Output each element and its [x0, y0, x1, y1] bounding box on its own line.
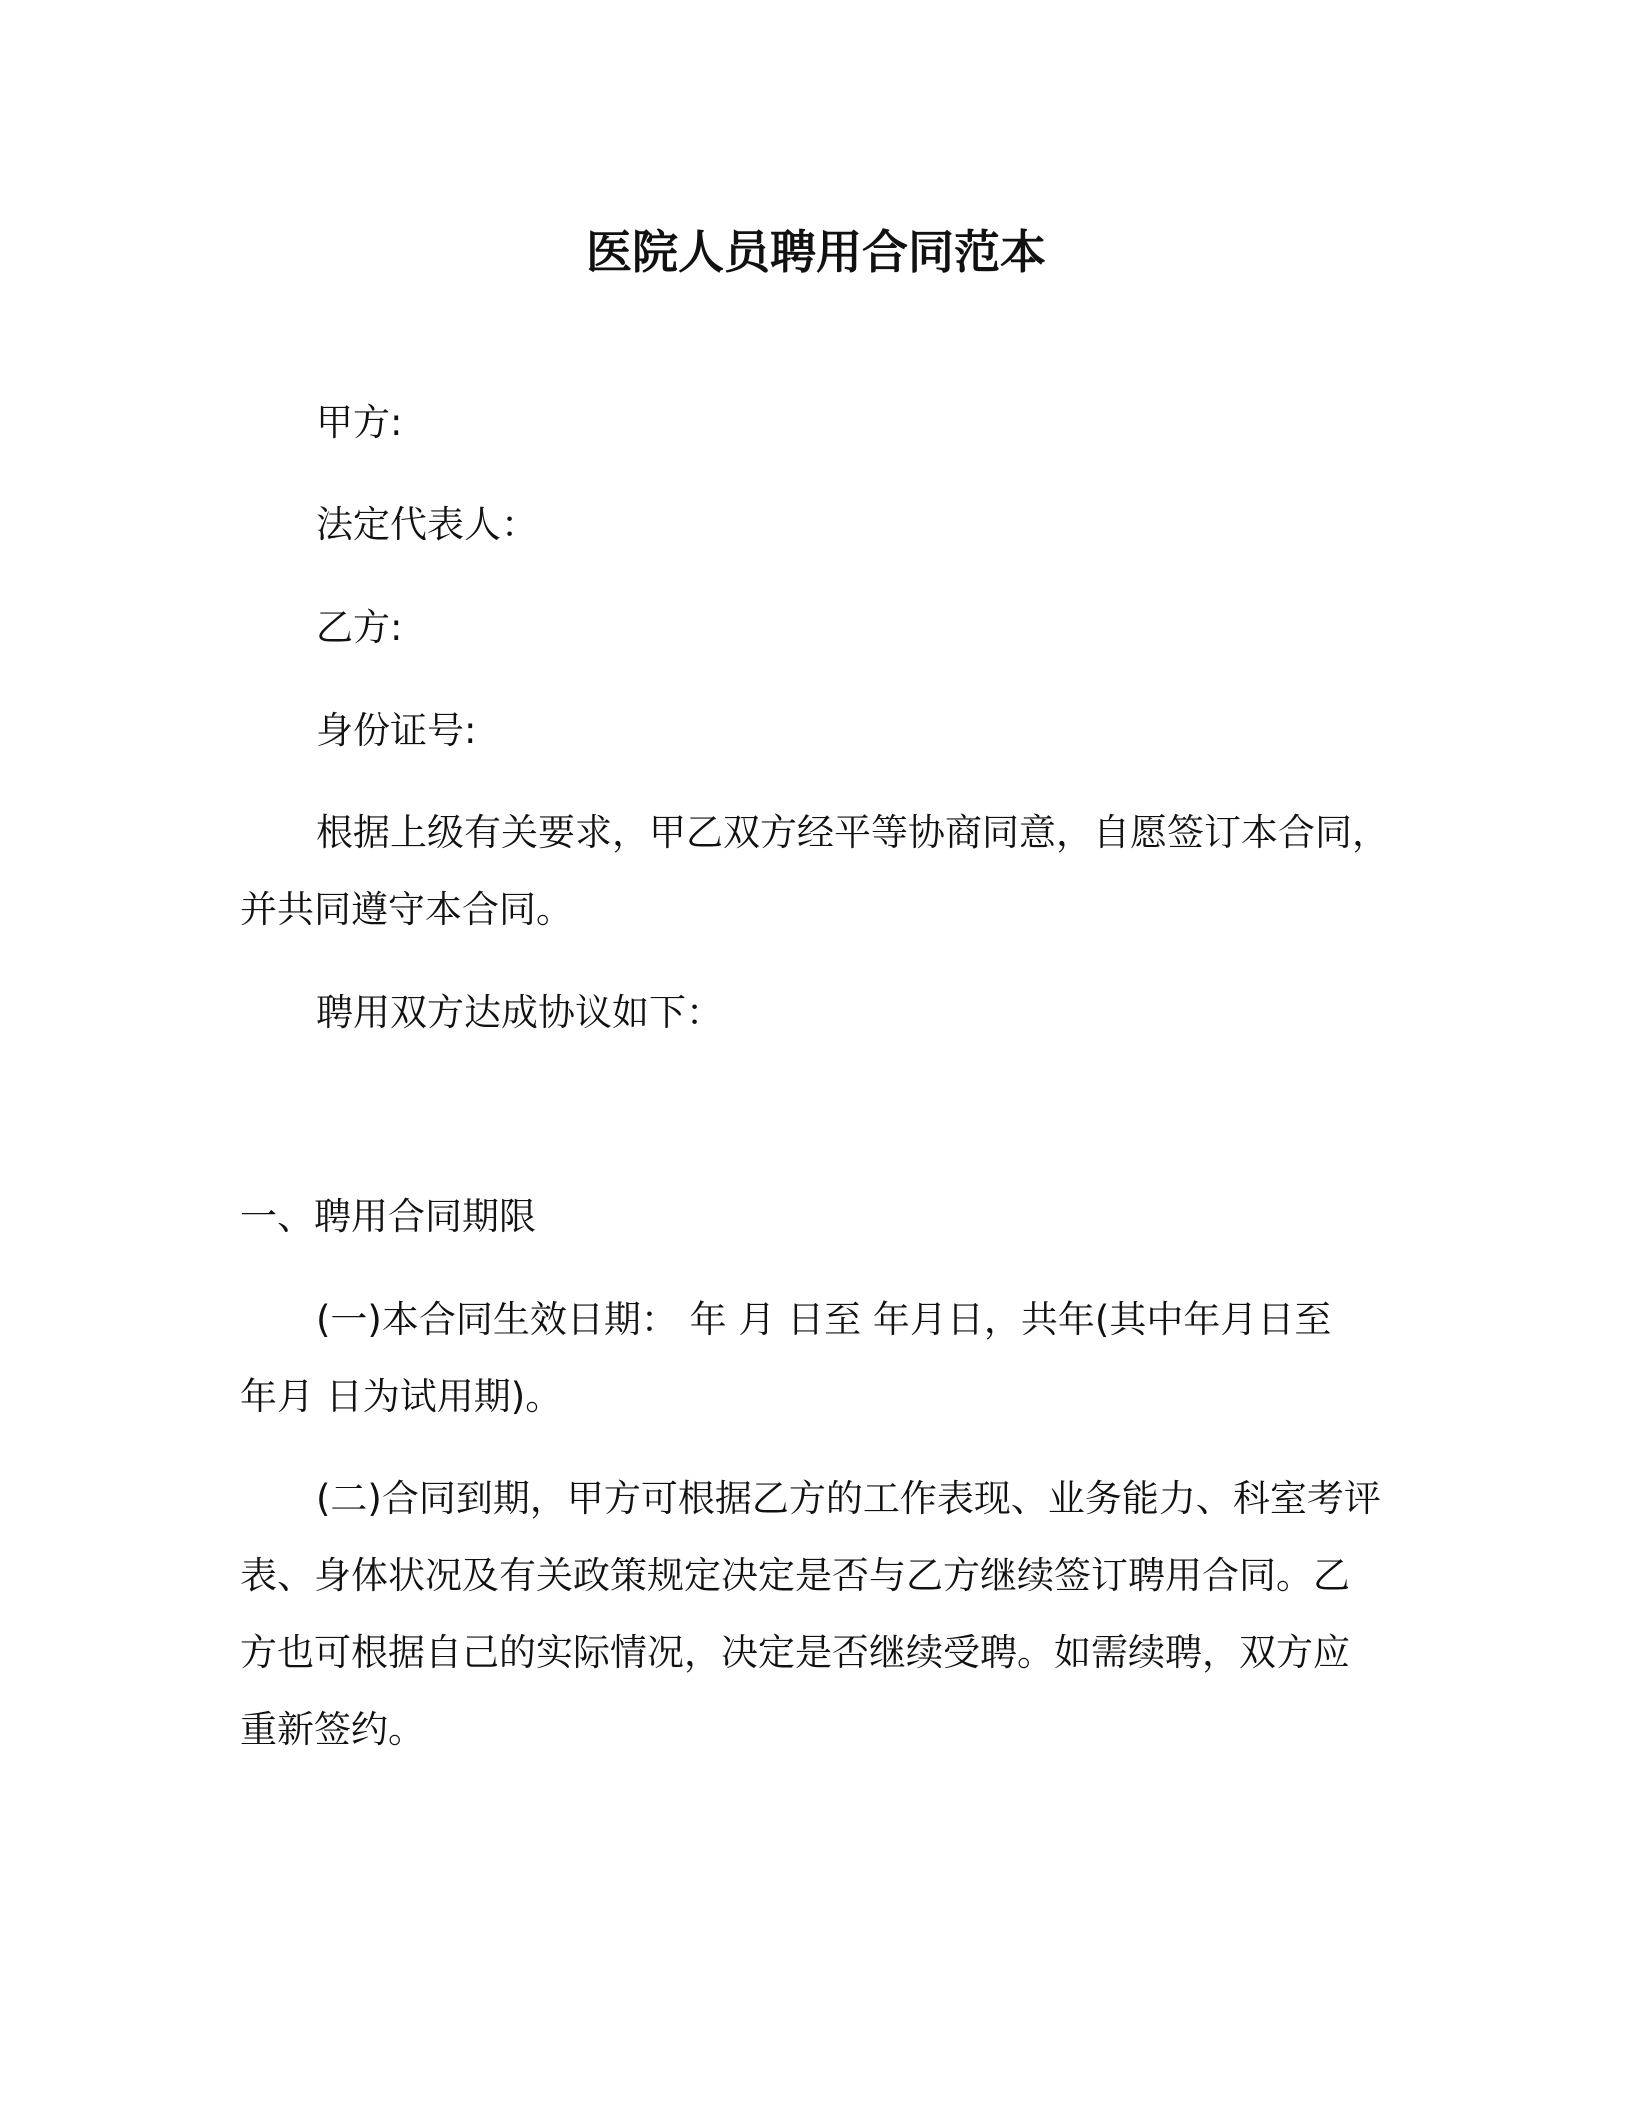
document-title: 医院人员聘用合同范本 [586, 225, 1046, 279]
preamble-line-1: 根据上级有关要求，甲乙双方经平等协商同意，自愿签订本合同， [316, 811, 1389, 854]
item-2-line-4: 重新签约。 [240, 1708, 425, 1751]
legal-representative-label: 法定代表人： [316, 503, 538, 546]
id-number-label: 身份证号: [316, 709, 477, 752]
party-a-label: 甲方: [316, 401, 403, 444]
agreement-intro: 聘用双方达成协议如下： [316, 991, 723, 1034]
item-1-line-1: (一)本合同生效日期： 年 月 日至 年月日，共年(其中年月日至 [316, 1298, 1332, 1341]
item-2-line-3: 方也可根据自己的实际情况，决定是否继续受聘。如需续聘，双方应 [240, 1631, 1350, 1674]
item-2-line-1: (二)合同到期，甲方可根据乙方的工作表现、业务能力、科室考评 [316, 1477, 1381, 1520]
preamble-line-2: 并共同遵守本合同。 [240, 888, 573, 931]
party-b-label: 乙方: [316, 606, 403, 649]
item-2-line-2: 表、身体状况及有关政策规定决定是否与乙方继续签订聘用合同。乙 [240, 1554, 1350, 1597]
section-1-heading: 一、聘用合同期限 [240, 1195, 536, 1238]
item-1-line-2: 年月 日为试用期)。 [240, 1375, 563, 1418]
